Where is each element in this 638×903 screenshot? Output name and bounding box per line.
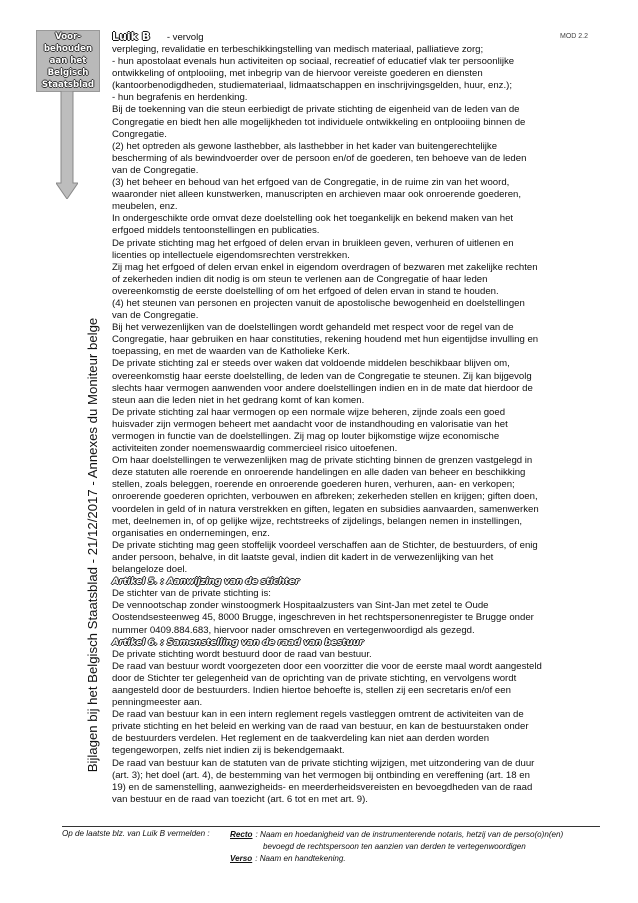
text-line: de bestuurders verdelen. Het reglement en de taakverdeling kan niet aan derden worden [112, 733, 490, 745]
text-line: De private stichting zal er steeds over waken dat voldoende middelen beschikbaar blijven om, [112, 358, 510, 370]
text-line: De raad van bestuur kan de statuten van de private stichting wijzigen, met uitzondering van de duur [112, 757, 535, 769]
text-line: verpleging, revalidatie en terbeschikkingstelling van medisch materiaal, palliatieve zorg; [112, 44, 484, 55]
badge-line: Staatsblad [41, 80, 95, 90]
text-line: (kantoorbenodigdheden, studiemateriaal, lidmaatschappen en inschrijvingsgelden, huur, enz.); [112, 80, 512, 92]
text-line: - hun begrafenis en herdenking. [112, 92, 248, 104]
text-line: private stichting en het beleid en werking van de raad van bestuur, en kan de bestuurstaken onder [112, 721, 529, 733]
text-line: - hun apostolaat evenals hun activiteiten op sociaal, recreatief of educatief vlak ter persoonlijke [112, 56, 515, 68]
text-line: steun aan die leden niet in het gedrang komt of kan komen. [112, 394, 365, 406]
text-line: overeenkomstig haar eerste doelstelling, de leden van de Congregatie te steunen. Zij kan bijgevolg [112, 370, 532, 382]
text-line: penningmeester aan. [112, 697, 203, 709]
text-line: Congregatie en biedt hen alle mogelijkheden tot individuele ontwikkeling en ontplooiing binnen de [112, 116, 526, 128]
down-arrow-icon [56, 91, 78, 199]
text-line: overeenkomstig de eerste doelstelling of om het erfgoed of delen ervan in stand te houden. [112, 285, 499, 297]
text-line: Oostendsesteenweg 45, 8000 Brugge, ingeschreven in het rechtspersonenregister te Brugge onder [112, 612, 534, 624]
text-line: 19) en de samenstelling, aanwezigheids- en meerderheidsvereisten en bevoegdheden van de raad [112, 781, 533, 793]
text-line: of zekerheden indien dit nodig is om steun te verlenen aan de Congregatie of haar leden [112, 273, 488, 285]
text-line: voordelen in geld of in natura verstrekken en giften, legaten en subsidies aanvaarden, samenwerken [112, 503, 539, 515]
recto-label: Recto [230, 830, 253, 839]
text-line: van bestuur en de raad van toezicht (art. 6 tot en met art. 9). [112, 793, 368, 805]
text-line: belangeloze doel. [112, 564, 188, 576]
badge-line: behouden [43, 44, 93, 54]
text-line: nummer 0409.884.683, hiervoor nader omschreven en vertegenwoordigd als gezegd. [112, 624, 475, 636]
verso-text: : Naam en handtekening. [255, 854, 346, 863]
text-line: huisvader zijn vermogen beheert met aandacht voor de instandhouding en valorisatie van het [112, 418, 508, 430]
text-line: (art. 3); het doel (art. 4), de bestemming van het vermogen bij ontbinding en vereffening (art. 18 en [112, 769, 530, 781]
text-line: activiteiten zonder noemenswaardig commercieel risico uitoefenen. [112, 443, 398, 455]
footer-notes [230, 829, 610, 865]
verso-note [230, 853, 610, 865]
section-continuation: - vervolg [166, 32, 204, 43]
text-line: Bij het verwezenlijken van de doelstellingen wordt gehandeld met respect voor de regel van de [112, 322, 514, 334]
article-heading: Artikel 5. : Aanwijzing van de stichter [112, 576, 300, 588]
text-line: waaronder niet alleen kunstwerken, manuscripten en archieven maar ook onroerende goederen, [112, 189, 522, 201]
text-line: (2) het optreden als gewone lasthebber, als lasthebber in het kader van buitengerechtelijke [112, 140, 498, 152]
text-line: erfgoed middels tentoonstellingen en publicaties. [112, 225, 320, 237]
text-line: ander persoon, behalve, in dit laatste geval, indien dit kadert in de verwezenlijking van het [112, 551, 494, 563]
text-line: deze statuten alle roerende en onroerende handelingen en alle daden van beheer en beschikking [112, 467, 526, 479]
text-line: tegengeworpen, zelfs niet indien zij is bekendgemaakt. [112, 745, 345, 757]
text-line: De raad van bestuur kan in een intern reglement regels vastleggen omtrent de activiteiten van de [112, 709, 524, 721]
text-line: De private stichting zal haar vermogen op een normale wijze beheren, zijnde zoals een goed [112, 406, 506, 418]
text-line: stellen, zoals beleggen, roerende en onroerende goederen huren, verhuren, aan- en verkopen; [112, 479, 515, 491]
verso-label: Verso [230, 854, 253, 863]
text-line: (3) het beheer en behoud van het erfgoed van de Congregatie, in de ruime zin van het woord, [112, 177, 510, 189]
text-line: met, deelnemen in, of op gelijke wijze, rechtstreeks of zijdelings, belangen nemen in instellingen, [112, 515, 523, 527]
text-line: De raad van bestuur wordt voorgezeten door een voorzitter die voor de eerste maal wordt aangesteld [112, 660, 542, 672]
text-line: In ondergeschikte orde omvat deze doelstelling ook het toegankelijk en bekend maken van het [112, 213, 514, 225]
text-line: aangesteld door de bestuurders. Indien hiertoe behoefte is, stellen zij een secretaris en/of een [112, 684, 511, 696]
footer-instruction: Op de laatste blz. van Luik B vermelden : [62, 829, 210, 838]
text-line: De vennootschap zonder winstoogmerk Hospitaalzusters van Sint-Jan met zetel te Oude [112, 600, 489, 612]
text-line: licenties op intellectuele eigendomsrechten verstrekken. [112, 249, 350, 261]
text-line: Om haar doelstellingen te verwezenlijken mag de private stichting binnen de grenzen vastgelegd in [112, 455, 533, 467]
section-title: Luik B [112, 30, 151, 43]
margin-annotation [63, 240, 113, 850]
text-line: slechts haar vermogen aanwenden voor andere doelstellingen indien en in de mate dat hierdoor de [112, 382, 533, 394]
footer-divider [62, 826, 600, 827]
text-line: Zij mag het erfgoed of delen ervan enkel in eigendom overdragen of bezwaren met zakelijke rechten [112, 261, 538, 273]
text-line: Congregatie, haar gebruiken en haar constituties, rekening houdend met hun eigentijdse invulling en [112, 334, 539, 346]
section-header [112, 31, 204, 44]
text-line: De stichter van de private stichting is: [112, 588, 271, 600]
text-line: toepassing, en met de waarden van de Katholieke Kerk. [112, 346, 350, 358]
publication-reserve-badge [36, 30, 100, 92]
text-line: vermogen in functie van de doelstellingen. Zij mag op louter bijkomstige wijze economische [112, 431, 500, 442]
text-line: ontwikkeling of ontplooiing, met inbegrip van de hiervoor vereiste goederen en diensten [112, 68, 483, 80]
article-heading: Artikel 6. : Samenstelling van de raad van bestuur [112, 636, 364, 648]
recto-text: : Naam en hoedanigheid van de instrumenterende notaris, hetzij van de perso(o)n(en) [255, 830, 564, 839]
text-line: Congregatie. [112, 128, 167, 140]
text-line: van de Congregatie. [112, 164, 199, 176]
text-line: meubelen, enz. [112, 201, 178, 213]
badge-line: Voor- [55, 32, 81, 42]
recto-note [230, 829, 610, 841]
recto-note-continued: bevoegd de rechtspersoon ten aanzien van derden te vertegenwoordigen [263, 842, 526, 851]
text-line: onroerende goederen oprichten, verbouwen en afbreken; zekerheden stellen en krijgen; giften doen, [112, 491, 538, 503]
text-line: De private stichting mag het erfgoed of delen ervan in bruikleen geven, verhuren of uitlenen en [112, 237, 514, 249]
text-line: organisaties en ondernemingen, enz. [112, 527, 270, 539]
text-line: (4) het steunen van personen en projecten vanuit de apostolische bewogenheid en doelstellingen [112, 297, 525, 309]
text-line: bescherming of als bewindvoerder over de persoon en/of de goederen, ten behoeve van de leden [112, 152, 527, 164]
text-line: door de Stichter ter gelegenheid van de oprichting van de private stichting, en vervolgens wordt [112, 672, 517, 684]
badge-line: Belgisch [47, 68, 89, 78]
badge-line: aan het [49, 56, 87, 66]
text-line: De private stichting mag geen stoffelijk voordeel verschaffen aan de Stichter, de bestuurders, of enig [112, 539, 538, 551]
text-line: van de Congregatie. [112, 310, 199, 322]
document-body [112, 44, 597, 806]
text-line: De private stichting wordt bestuurd door de raad van bestuur. [112, 648, 372, 660]
margin-text: Bijlagen bij het Belgisch Staatsblad - 21/12/2017 - Annexes du Moniteur belge [85, 317, 100, 773]
form-code: MOD 2.2 [560, 33, 589, 40]
text-line: Bij de toekenning van die steun eerbiedigt de private stichting de eigenheid van de leden van de [112, 104, 520, 116]
